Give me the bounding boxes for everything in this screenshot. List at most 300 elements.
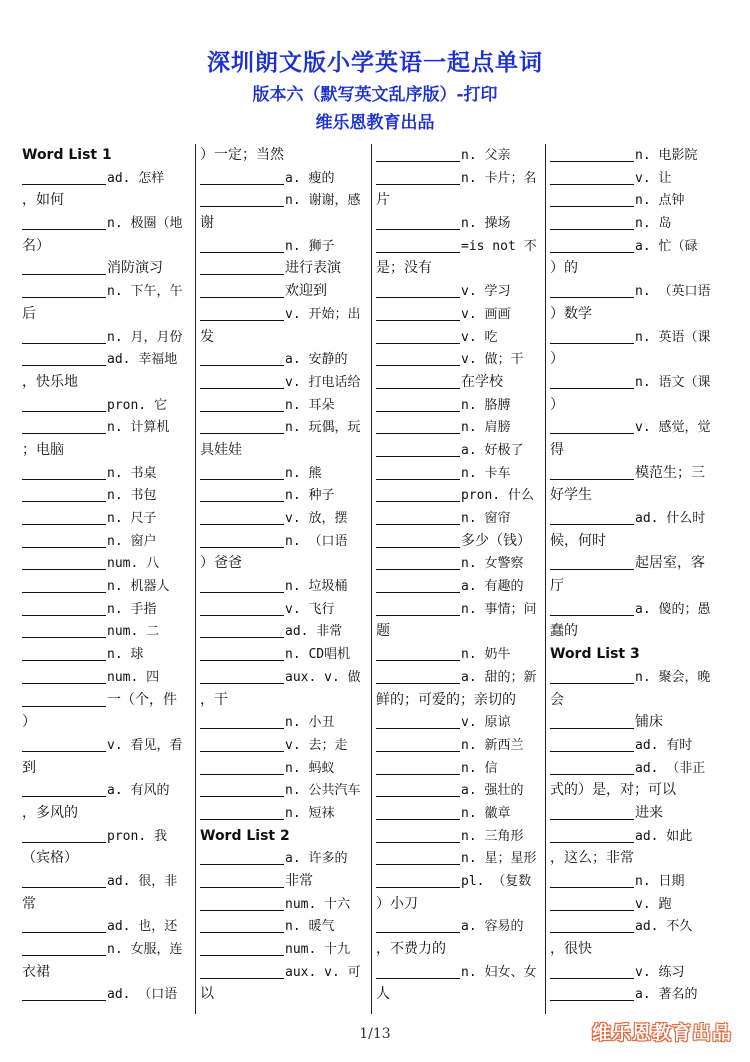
vocab-entry-continuation [22, 711, 192, 734]
vocab-entry [22, 416, 192, 439]
definition-text: n. 肩膀 [461, 420, 511, 436]
definition-text: v. 练习 [635, 964, 685, 980]
vocab-entry [200, 167, 370, 190]
vocab-entry [550, 212, 720, 235]
definition-text: v. 感觉，觉 [635, 420, 711, 436]
definition-text: ad. 怎样 [107, 170, 165, 186]
definition-text: aux. v. 可 [285, 964, 361, 980]
definition-text: n. 信 [461, 760, 498, 776]
vocab-entry [22, 915, 192, 938]
definition-text: n. 卡车 [461, 465, 511, 481]
answer-blank [376, 374, 460, 389]
vocab-entry-continuation [376, 689, 546, 712]
vocab-entry [376, 394, 546, 417]
vocab-entry [376, 847, 546, 870]
vocab-entry [22, 938, 192, 961]
answer-blank [376, 351, 460, 366]
answer-blank [22, 465, 106, 480]
answer-blank [376, 397, 460, 412]
definition-text: n. 点钟 [635, 193, 685, 209]
answer-blank [200, 283, 284, 298]
vocab-entry [550, 757, 720, 780]
answer-blank [550, 805, 634, 820]
vocab-entry [200, 802, 370, 825]
definition-text: n. CD唱机 [285, 647, 351, 663]
definition-text: v. 跑 [635, 896, 672, 912]
heading-text: Word List 3 [550, 646, 640, 663]
vocab-entry-continuation [550, 689, 720, 712]
vocab-entry [22, 212, 192, 235]
definition-text: n. 窗户 [107, 533, 157, 549]
definition-text: 得 [550, 441, 564, 458]
definition-text: 常 [22, 895, 36, 912]
answer-blank [376, 510, 460, 525]
answer-blank [200, 760, 284, 775]
vocab-entry [200, 847, 370, 870]
vocab-entry [22, 257, 192, 280]
definition-text: 蠢的 [550, 623, 578, 640]
vocab-entry [550, 893, 720, 916]
definition-text: 厅 [550, 578, 564, 595]
definition-text: a. 许多的 [285, 851, 348, 867]
definition-text: 在学校 [461, 373, 503, 390]
vocab-entry [200, 507, 370, 530]
vocab-entry [22, 462, 192, 485]
vocab-entry-continuation [200, 212, 370, 235]
vocab-entry [200, 303, 370, 326]
definition-text: n. 日期 [635, 874, 685, 889]
vocab-entry [376, 530, 546, 553]
definition-text: ad. 非常 [285, 624, 343, 640]
answer-blank [376, 533, 460, 548]
answer-blank [550, 964, 634, 979]
vocab-entry-continuation [22, 802, 192, 825]
answer-blank [22, 669, 106, 684]
answer-blank [22, 419, 106, 434]
answer-blank [22, 283, 106, 298]
answer-blank [376, 601, 460, 616]
vocab-entry [22, 326, 192, 349]
answer-blank [376, 147, 460, 162]
answer-blank [22, 941, 106, 956]
word-column-3 [376, 144, 546, 1014]
definition-text: n. 奶牛 [461, 647, 511, 663]
definition-text: n. 新西兰 [461, 737, 524, 753]
vocab-entry [22, 689, 192, 712]
answer-blank [200, 850, 284, 865]
answer-blank [200, 465, 284, 480]
definition-text: ad. 也，还 [107, 919, 178, 935]
definition-text: 以 [200, 986, 214, 1003]
definition-text: num. 十九 [285, 942, 351, 958]
answer-blank [376, 805, 460, 820]
vocab-entry [376, 144, 546, 167]
answer-blank [550, 465, 634, 480]
answer-blank [376, 918, 460, 933]
answer-blank [22, 351, 106, 366]
word-column-2 [200, 144, 370, 1014]
answer-blank [22, 487, 106, 502]
vocab-entry [550, 983, 720, 1006]
answer-blank [550, 896, 634, 911]
vocab-entry [376, 598, 546, 621]
vocab-entry [376, 643, 546, 666]
answer-blank [550, 760, 634, 775]
answer-blank [200, 714, 284, 729]
vocab-entry-continuation [200, 552, 370, 575]
word-list-heading [22, 144, 192, 167]
definition-text: v. 看见，看 [107, 737, 183, 753]
vocab-entry [550, 235, 720, 258]
vocab-entry [550, 280, 720, 303]
answer-blank [550, 329, 634, 344]
definition-text: n. 尺子 [107, 511, 157, 526]
definition-text: n. 妇女、女 [461, 964, 537, 980]
answer-blank [22, 510, 106, 525]
definition-text: ；电脑 [22, 441, 64, 458]
definition-text: ）的 [550, 260, 578, 277]
definition-text: a. 强壮的 [461, 783, 524, 799]
definition-text: 片 [376, 192, 390, 209]
vocab-entry [22, 280, 192, 303]
answer-blank [200, 374, 284, 389]
heading-text: Word List 1 [22, 147, 112, 163]
definition-text: n. 机器人 [107, 579, 170, 595]
definition-text: num. 八 [107, 556, 160, 572]
vocab-entry [22, 598, 192, 621]
vocab-entry [200, 371, 370, 394]
answer-blank [22, 986, 106, 1001]
vocab-entry-continuation [376, 983, 546, 1006]
answer-blank [22, 170, 106, 185]
definition-text: 好学生 [550, 487, 592, 504]
vocab-entry [376, 552, 546, 575]
definition-text: n. 三角形 [461, 828, 524, 844]
answer-blank [550, 510, 634, 525]
definition-text: a. 忙（碌 [635, 238, 698, 254]
vocab-entry-continuation [550, 847, 720, 870]
definition-text: num. 四 [107, 669, 160, 685]
publisher-line: 维乐恩教育出品 [315, 113, 435, 133]
vocab-entry [200, 575, 370, 598]
vocab-entry-continuation [22, 893, 192, 916]
vocab-entry [200, 961, 370, 984]
definition-text: n. 短袜 [285, 805, 335, 821]
definition-text: ，很快 [550, 941, 592, 958]
answer-blank [550, 419, 634, 434]
watermark-logo: 维乐恩教育出品 [591, 1022, 732, 1044]
vocab-entry [376, 167, 546, 190]
vocab-entry [376, 915, 546, 938]
definition-text: a. 安静的 [285, 352, 348, 368]
definition-text: ，这么；非常 [550, 850, 634, 867]
vocab-entry [200, 938, 370, 961]
vocab-entry [376, 961, 546, 984]
vocab-entry-continuation [22, 235, 192, 258]
definition-text: pron. 我 [107, 828, 167, 844]
heading-text: Word List 2 [200, 827, 290, 844]
definition-text: 式的）是，对；可以 [550, 782, 676, 799]
vocab-entry [550, 552, 720, 575]
definition-text: n. 事情；问 [461, 601, 537, 617]
definition-text: v. 做；干 [461, 352, 524, 368]
answer-blank [376, 555, 460, 570]
definition-text: ad. 如此 [635, 828, 693, 844]
vocab-entry-continuation [550, 484, 720, 507]
vocab-entry [200, 870, 370, 893]
vocab-entry [200, 598, 370, 621]
vocab-entry [376, 734, 546, 757]
definition-text: n. 月，月份 [107, 329, 183, 345]
vocab-entry [376, 802, 546, 825]
definition-text: 一（个，件 [107, 691, 177, 708]
definition-text: ）数学 [550, 305, 592, 322]
definition-text: n. 英语（课 [635, 329, 711, 345]
vocab-entry-continuation [200, 689, 370, 712]
answer-blank [22, 782, 106, 797]
definition-text: 到 [22, 759, 36, 776]
vocab-entry-continuation [550, 938, 720, 961]
definition-text: n. 耳朵 [285, 397, 335, 413]
answer-blank [376, 669, 460, 684]
vocab-entry [200, 893, 370, 916]
definition-text: 具娃娃 [200, 441, 242, 458]
vocab-entry [200, 530, 370, 553]
definition-text: n. 垃圾桶 [285, 579, 348, 595]
definition-text: 消防演习 [107, 260, 163, 277]
vocab-entry-continuation [376, 893, 546, 916]
definition-text: 铺床 [635, 714, 663, 731]
answer-blank [22, 737, 106, 752]
answer-blank [22, 623, 106, 638]
definition-text: n. （口语 [285, 533, 348, 549]
definition-text: ）一定；当然 [200, 147, 284, 163]
definition-text: pron. 什么 [461, 488, 534, 504]
definition-text: pl. （复数 [461, 874, 532, 889]
vocab-entry [376, 825, 546, 848]
definition-text: ad. （非正 [635, 760, 706, 776]
vocab-entry [22, 394, 192, 417]
vocab-entry-continuation [376, 620, 546, 643]
vocab-entry [550, 189, 720, 212]
vocab-entry [550, 802, 720, 825]
vocab-entry [550, 711, 720, 734]
definition-text: 多少（钱） [461, 532, 531, 549]
vocab-entry [376, 711, 546, 734]
definition-text: 是；没有 [376, 260, 432, 277]
definition-text: 后 [22, 305, 36, 322]
vocab-entry [376, 303, 546, 326]
answer-blank [200, 669, 284, 684]
definition-text: n. 球 [107, 647, 144, 663]
definition-text: 进来 [635, 804, 663, 821]
vocab-entry [376, 666, 546, 689]
definition-text: a. 傻的；愚 [635, 601, 711, 617]
definition-text: ） [550, 351, 564, 368]
definition-text: n. 电影院 [635, 148, 698, 163]
answer-blank [550, 737, 634, 752]
vocab-entry [200, 416, 370, 439]
definition-text: ad. 幸福地 [107, 352, 178, 368]
vocab-entry [376, 870, 546, 893]
vocab-entry [376, 439, 546, 462]
vocab-entry [550, 666, 720, 689]
vocab-entry [200, 189, 370, 212]
answer-blank [22, 828, 106, 843]
answer-blank [200, 351, 284, 366]
answer-blank [550, 283, 634, 298]
vocab-entry [22, 779, 192, 802]
answer-blank [550, 918, 634, 933]
answer-blank [550, 215, 634, 230]
answer-blank [376, 782, 460, 797]
definition-text: ad. 什么时 [635, 511, 706, 526]
vocab-entry [376, 507, 546, 530]
vocab-entry [376, 575, 546, 598]
definition-text: 会 [550, 691, 564, 708]
definition-text: v. 原谅 [461, 715, 511, 731]
vocab-entry [376, 484, 546, 507]
vocab-entry [376, 757, 546, 780]
definition-text: ，快乐地 [22, 373, 78, 390]
definition-text: 起居室，客 [635, 555, 705, 572]
vocab-entry [550, 961, 720, 984]
definition-text: ，不费力的 [376, 941, 446, 958]
vocab-entry-continuation [550, 620, 720, 643]
definition-text: v. 开始；出 [285, 306, 361, 322]
answer-blank [550, 601, 634, 616]
answer-blank [22, 578, 106, 593]
definition-text: n. 星；星形 [461, 851, 537, 867]
word-list-columns [22, 144, 726, 1014]
definition-text: 谢 [200, 215, 214, 232]
definition-text: n. 卡片；名 [461, 170, 537, 186]
definition-text: n. 书桌 [107, 465, 157, 481]
definition-text: n. 公共汽车 [285, 783, 361, 799]
document-subtitle: 版本六（默写英文乱序版）-打印 [252, 85, 498, 105]
answer-blank [376, 306, 460, 321]
definition-text: 衣裙 [22, 963, 50, 980]
vocab-entry [376, 212, 546, 235]
vocab-entry [550, 167, 720, 190]
definition-text: n. （英口语 [635, 284, 711, 300]
vocab-entry [376, 371, 546, 394]
answer-blank [550, 986, 634, 1001]
vocab-entry [200, 711, 370, 734]
definition-text: 候，何时 [550, 532, 606, 549]
vocab-entry [22, 575, 192, 598]
vocab-entry-continuation [200, 439, 370, 462]
answer-blank [200, 419, 284, 434]
definition-text: n. 暖气 [285, 919, 335, 935]
definition-text: n. 蚂蚁 [285, 760, 335, 776]
vocab-entry-continuation [550, 439, 720, 462]
answer-blank [200, 397, 284, 412]
vocab-entry [200, 620, 370, 643]
answer-blank [376, 873, 460, 888]
answer-blank [550, 147, 634, 162]
vocab-entry [22, 643, 192, 666]
vocab-entry [550, 870, 720, 893]
vocab-entry-continuation [550, 575, 720, 598]
definition-text: n. 窗帘 [461, 511, 511, 526]
answer-blank [550, 828, 634, 843]
definition-text: a. 瘦的 [285, 170, 335, 186]
definition-text: 进行表演 [285, 260, 341, 277]
definition-text: n. 谢谢，感 [285, 193, 361, 209]
answer-blank [376, 329, 460, 344]
definition-text: ad. 不久 [635, 919, 693, 935]
definition-text: aux. v. 做 [285, 669, 361, 685]
definition-text: ad. 有时 [635, 737, 693, 753]
definition-text: 欢迎到 [285, 283, 327, 300]
vocab-entry [376, 416, 546, 439]
definition-text: 题 [376, 623, 390, 640]
definition-text: ） [550, 396, 564, 413]
answer-blank [200, 782, 284, 797]
answer-blank [200, 918, 284, 933]
definition-text: =is not 不 [461, 238, 537, 254]
answer-blank [376, 850, 460, 865]
answer-blank [200, 623, 284, 638]
definition-text: a. 好极了 [461, 442, 524, 458]
vocab-entry [22, 348, 192, 371]
answer-blank [550, 714, 634, 729]
vocab-entry [376, 326, 546, 349]
answer-blank [22, 215, 106, 230]
definition-text: n. 岛 [635, 216, 672, 232]
vocab-entry [22, 167, 192, 190]
vocab-entry-continuation [550, 530, 720, 553]
answer-blank [550, 374, 634, 389]
definition-text: n. 操场 [461, 216, 511, 232]
definition-text: v. 放，摆 [285, 511, 348, 526]
definition-text: n. 熊 [285, 465, 322, 481]
answer-blank [200, 260, 284, 275]
definition-text: a. 有风的 [107, 783, 170, 799]
vocab-entry [200, 235, 370, 258]
answer-blank [376, 714, 460, 729]
answer-blank [200, 170, 284, 185]
vocab-entry [200, 757, 370, 780]
answer-blank [200, 964, 284, 979]
vocab-entry [200, 734, 370, 757]
definition-text: n. 手指 [107, 601, 157, 617]
vocab-entry-continuation [22, 303, 192, 326]
answer-blank [376, 828, 460, 843]
vocab-entry [376, 462, 546, 485]
word-list-heading [550, 643, 720, 666]
document-title: 深圳朗文版小学英语一起点单词 [207, 50, 543, 76]
definition-text: 发 [200, 328, 214, 345]
vocab-entry [550, 915, 720, 938]
vocab-entry-continuation [376, 257, 546, 280]
definition-text: n. 语文（课 [635, 374, 711, 390]
definition-text: ，多风的 [22, 804, 78, 821]
definition-text: num. 二 [107, 624, 160, 640]
answer-blank [376, 238, 460, 253]
definition-text: 鲜的；可爱的；亲切的 [376, 691, 516, 708]
definition-text: v. 打电话给 [285, 374, 361, 390]
vocab-entry [550, 462, 720, 485]
answer-blank [376, 283, 460, 298]
vocab-entry [550, 326, 720, 349]
answer-blank [550, 238, 634, 253]
definition-text: ad. 很，非 [107, 874, 178, 889]
vocab-entry-continuation [550, 303, 720, 326]
vocab-entry [376, 779, 546, 802]
vocab-entry [550, 825, 720, 848]
